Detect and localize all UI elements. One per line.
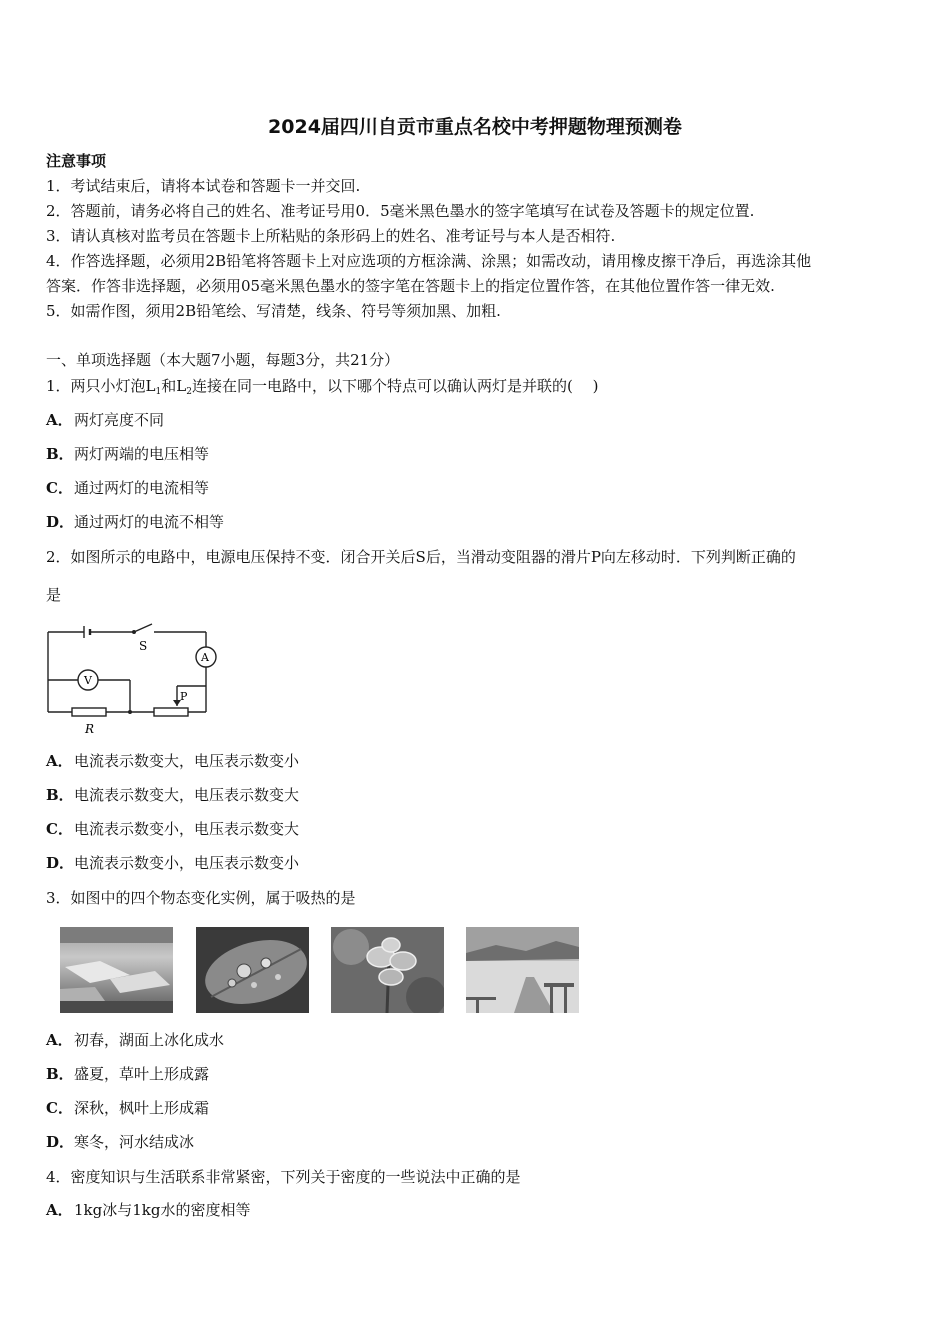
- circuit-diagram: [40, 620, 230, 740]
- question-3-option-c[interactable]: C．深秋，枫叶上形成霜: [46, 1099, 210, 1117]
- question-1-option-a[interactable]: A．两灯亮度不同: [46, 411, 165, 429]
- question-2-option-b[interactable]: B．电流表示数变大，电压表示数变大: [46, 786, 300, 804]
- question-2-stem: 2．如图所示的电路中，电源电压保持不变．闭合开关后S后，当滑动变阻器的滑片P向左移动时．下列判断正确的: [46, 548, 796, 566]
- photo-frozen-river: [466, 927, 579, 1013]
- photo-ice-melting: [60, 927, 173, 1013]
- notice-item: 5．如需作图，须用2B铅笔绘、写清楚，线条、符号等须加黑、加粗.: [46, 302, 501, 320]
- photo-frost-leaves: [331, 927, 444, 1013]
- question-4-option-a[interactable]: A．1kg冰与1kg水的密度相等: [46, 1201, 251, 1219]
- question-2-option-d[interactable]: D．电流表示数变小，电压表示数变小: [46, 854, 300, 872]
- notice-item: 3．请认真核对监考员在答题卡上所粘贴的条形码上的姓名、准考证号与本人是否相符.: [46, 227, 616, 245]
- question-1-option-b[interactable]: B．两灯两端的电压相等: [46, 445, 210, 463]
- notice-item: 4．作答选择题，必须用2B铅笔将答题卡上对应选项的方框涂满、涂黑；如需改动，请用橡皮擦干净后，再选涂其他: [46, 252, 812, 270]
- section-heading: 一、单项选择题（本大题7小题，每题3分，共21分）: [46, 351, 400, 369]
- question-3-option-d[interactable]: D．寒冬，河水结成冰: [46, 1133, 195, 1151]
- question-1-stem: 1．两只小灯泡$L_1$和$L_2$连接在同一电路中，以下哪个特点可以确认两灯是并联的( ): [46, 377, 599, 397]
- question-3-option-b[interactable]: B．盛夏，草叶上形成露: [46, 1065, 210, 1083]
- notice-item: 答案．作答非选择题，必须用05毫米黑色墨水的签字笔在答题卡上的指定位置作答，在其他位置作答一律无效.: [46, 277, 775, 295]
- voltmeter-label: V: [84, 674, 92, 687]
- page-title: 2024届四川自贡市重点名校中考押题物理预测卷: [268, 116, 682, 138]
- photo-dew-leaf: [196, 927, 309, 1013]
- notice-heading: 注意事项: [46, 152, 107, 170]
- resistor-label: R: [85, 722, 95, 736]
- question-2-stem-cont: 是: [46, 586, 62, 604]
- notice-item: 2．答题前，请务必将自己的姓名、准考证号用0．5毫米黑色墨水的签字笔填写在试卷及答题卡的规定位置.: [46, 202, 755, 220]
- slider-label: P: [180, 690, 188, 703]
- ammeter-label: A: [201, 651, 209, 664]
- notice-item: 1．考试结束后，请将本试卷和答题卡一并交回.: [46, 177, 361, 195]
- question-3-option-a[interactable]: A．初春，湖面上冰化成水: [46, 1031, 225, 1049]
- switch-label: S: [139, 639, 148, 653]
- question-3-stem: 3．如图中的四个物态变化实例，属于吸热的是: [46, 889, 356, 907]
- question-1-option-c[interactable]: C．通过两灯的电流相等: [46, 479, 210, 497]
- question-1-option-d[interactable]: D．通过两灯的电流不相等: [46, 513, 225, 531]
- question-2-option-c[interactable]: C．电流表示数变小，电压表示数变大: [46, 820, 300, 838]
- question-4-stem: 4．密度知识与生活联系非常紧密，下列关于密度的一些说法中正确的是: [46, 1168, 521, 1186]
- question-2-option-a[interactable]: A．电流表示数变大，电压表示数变小: [46, 752, 300, 770]
